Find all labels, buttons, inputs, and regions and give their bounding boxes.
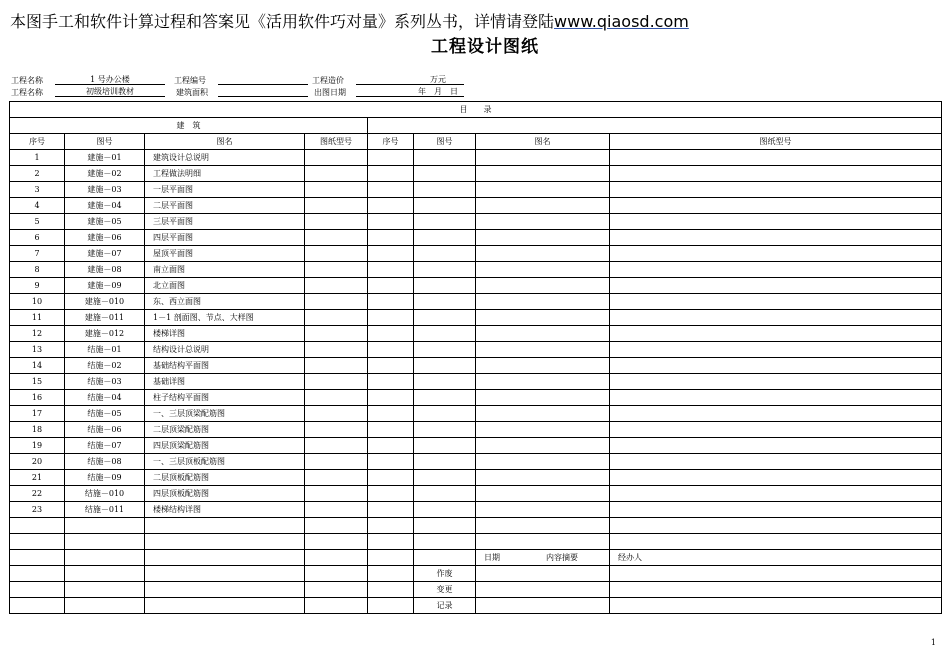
drawing-no-cell: 结施－02	[65, 358, 145, 374]
empty-cell	[610, 566, 942, 582]
empty-cell	[476, 374, 610, 390]
page-number: 1	[930, 638, 936, 647]
empty-cell	[368, 294, 414, 310]
drawing-no-cell: 结施－01	[65, 342, 145, 358]
empty-cell	[414, 438, 476, 454]
table-row	[10, 326, 942, 342]
project-name2-value: 初级培训教材	[55, 86, 165, 97]
empty-cell	[368, 198, 414, 214]
seq-cell: 3	[10, 182, 65, 198]
drawing-no-cell: 建施－08	[65, 262, 145, 278]
table-row	[10, 230, 942, 246]
empty-cell	[305, 438, 368, 454]
empty-cell	[610, 486, 942, 502]
drawing-no-cell: 结施－08	[65, 454, 145, 470]
seq-cell: 19	[10, 438, 65, 454]
drawing-name-cell: 一层平面图	[145, 182, 305, 198]
header-cell: 图纸型号	[610, 134, 942, 150]
seq-cell: 15	[10, 374, 65, 390]
drawing-name-cell: 东、西立面图	[145, 294, 305, 310]
empty-cell	[10, 598, 65, 614]
empty-cell	[305, 150, 368, 166]
empty-cell	[414, 310, 476, 326]
seq-cell: 14	[10, 358, 65, 374]
empty-cell	[305, 262, 368, 278]
header-cell: 序号	[368, 134, 414, 150]
empty-cell	[610, 518, 942, 534]
table-row	[10, 310, 942, 326]
header-banner	[10, 9, 689, 32]
empty-cell	[414, 390, 476, 406]
table-row	[10, 198, 942, 214]
drawing-name-cell: 1－1 剖面图、节点、大样图	[145, 310, 305, 326]
drawing-no-cell: 结施－010	[65, 486, 145, 502]
table-row	[10, 166, 942, 182]
empty-cell	[65, 566, 145, 582]
drawing-no-cell: 结施－05	[65, 406, 145, 422]
table-row	[10, 534, 942, 550]
empty-cell	[305, 470, 368, 486]
empty-cell	[305, 518, 368, 534]
change-log-row	[10, 566, 942, 582]
empty-cell	[368, 182, 414, 198]
header-cell: 图纸型号	[305, 134, 368, 150]
empty-cell	[368, 262, 414, 278]
empty-cell	[414, 198, 476, 214]
table-header-row	[10, 134, 942, 150]
empty-cell	[610, 310, 942, 326]
table-row	[10, 470, 942, 486]
empty-cell	[476, 598, 610, 614]
project-no-value	[218, 74, 308, 85]
change-date-header: 日期	[484, 553, 500, 562]
drawing-name-cell: 二层顶板配筋图	[145, 470, 305, 486]
empty-cell	[368, 438, 414, 454]
empty-cell	[145, 566, 305, 582]
empty-cell	[476, 326, 610, 342]
empty-cell	[145, 598, 305, 614]
empty-cell	[414, 486, 476, 502]
empty-cell	[414, 518, 476, 534]
empty-cell	[610, 502, 942, 518]
building-area-value	[218, 86, 308, 97]
banner-text: 本图手工和软件计算过程和答案见《活用软件巧对量》系列丛书，详情请登陆	[10, 12, 555, 31]
empty-cell	[414, 534, 476, 550]
header-cell: 图名	[476, 134, 610, 150]
drawing-no-cell: 建施－05	[65, 214, 145, 230]
empty-cell	[368, 278, 414, 294]
empty-cell	[10, 534, 65, 550]
empty-cell	[414, 454, 476, 470]
project-name-value: 1 号办公楼	[55, 74, 165, 85]
change-log-row	[10, 582, 942, 598]
empty-cell	[476, 518, 610, 534]
empty-cell	[610, 390, 942, 406]
empty-cell	[145, 550, 305, 566]
table-row	[10, 422, 942, 438]
empty-cell	[476, 230, 610, 246]
empty-cell	[610, 422, 942, 438]
empty-cell	[610, 598, 942, 614]
empty-cell	[368, 582, 414, 598]
drawing-name-cell: 二层平面图	[145, 198, 305, 214]
empty-cell	[414, 294, 476, 310]
empty-cell	[610, 470, 942, 486]
issue-date-text: 年 月 日	[418, 87, 458, 96]
empty-cell	[305, 166, 368, 182]
empty-cell	[414, 150, 476, 166]
drawing-name-cell: 二层顶梁配筋图	[145, 422, 305, 438]
seq-cell: 20	[10, 454, 65, 470]
empty-cell	[368, 566, 414, 582]
change-date-content-header	[476, 550, 610, 566]
table-row	[10, 294, 942, 310]
table-row	[10, 182, 942, 198]
empty-cell	[610, 374, 942, 390]
section-right	[368, 118, 942, 134]
drawing-no-cell: 结施－07	[65, 438, 145, 454]
empty-cell	[368, 358, 414, 374]
project-cost-label: 工程造价	[312, 76, 344, 85]
empty-cell	[65, 534, 145, 550]
empty-cell	[305, 502, 368, 518]
issue-date-value	[356, 86, 464, 97]
seq-cell: 5	[10, 214, 65, 230]
drawing-no-cell: 建施－011	[65, 310, 145, 326]
empty-cell	[368, 534, 414, 550]
table-row	[10, 438, 942, 454]
seq-cell: 18	[10, 422, 65, 438]
empty-cell	[414, 166, 476, 182]
table-row	[10, 502, 942, 518]
drawing-name-cell: 四层顶板配筋图	[145, 486, 305, 502]
drawing-name-cell: 南立面图	[145, 262, 305, 278]
drawing-no-cell: 建施－02	[65, 166, 145, 182]
empty-cell	[305, 342, 368, 358]
empty-cell	[414, 358, 476, 374]
empty-cell	[368, 342, 414, 358]
page-title: 工程设计图纸	[431, 37, 539, 57]
drawing-no-cell: 建施－06	[65, 230, 145, 246]
empty-cell	[414, 278, 476, 294]
drawing-catalog-table	[9, 101, 942, 614]
empty-cell	[610, 182, 942, 198]
empty-cell	[610, 246, 942, 262]
empty-cell	[476, 438, 610, 454]
empty-cell	[476, 294, 610, 310]
empty-cell	[305, 454, 368, 470]
drawing-name-cell: 楼梯结构详图	[145, 502, 305, 518]
seq-cell: 17	[10, 406, 65, 422]
empty-cell	[10, 582, 65, 598]
drawing-name-cell: 四层平面图	[145, 230, 305, 246]
project-cost-value	[356, 74, 464, 85]
empty-cell	[414, 406, 476, 422]
empty-cell	[414, 502, 476, 518]
seq-cell: 6	[10, 230, 65, 246]
empty-cell	[414, 230, 476, 246]
header-cell: 图号	[414, 134, 476, 150]
header-cell: 图名	[145, 134, 305, 150]
seq-cell: 2	[10, 166, 65, 182]
empty-cell	[610, 438, 942, 454]
drawing-name-cell: 建筑设计总说明	[145, 150, 305, 166]
seq-cell: 1	[10, 150, 65, 166]
empty-cell	[476, 182, 610, 198]
empty-cell	[305, 358, 368, 374]
empty-cell	[414, 326, 476, 342]
building-area-label: 建筑面积	[176, 88, 208, 97]
empty-cell	[368, 390, 414, 406]
seq-cell: 9	[10, 278, 65, 294]
table-row	[10, 342, 942, 358]
drawing-name-cell: 一、三层顶板配筋图	[145, 454, 305, 470]
table-row	[10, 454, 942, 470]
section-architecture: 建 筑	[10, 118, 368, 134]
table-row	[10, 390, 942, 406]
drawing-no-cell: 结施－06	[65, 422, 145, 438]
empty-cell	[368, 598, 414, 614]
empty-cell	[368, 230, 414, 246]
empty-cell	[65, 582, 145, 598]
drawing-no-cell: 建施－012	[65, 326, 145, 342]
empty-cell	[476, 246, 610, 262]
empty-cell	[305, 278, 368, 294]
empty-cell	[610, 326, 942, 342]
drawing-name-cell: 三层平面图	[145, 214, 305, 230]
empty-cell	[368, 166, 414, 182]
change-log-header-row	[10, 550, 942, 566]
table-row	[10, 374, 942, 390]
drawing-no-cell: 建施－03	[65, 182, 145, 198]
empty-cell	[305, 550, 368, 566]
drawing-name-cell: 工程做法明细	[145, 166, 305, 182]
empty-cell	[476, 166, 610, 182]
project-name-label: 工程名称	[11, 76, 43, 85]
drawing-name-cell: 柱子结构平面图	[145, 390, 305, 406]
empty-cell	[368, 518, 414, 534]
seq-cell: 11	[10, 310, 65, 326]
empty-cell	[368, 406, 414, 422]
project-no-label: 工程编号	[174, 76, 206, 85]
table-row	[10, 518, 942, 534]
empty-cell	[368, 550, 414, 566]
empty-cell	[610, 358, 942, 374]
empty-cell	[305, 246, 368, 262]
drawing-no-cell: 结施－04	[65, 390, 145, 406]
empty-cell	[414, 374, 476, 390]
empty-cell	[610, 214, 942, 230]
empty-cell	[414, 182, 476, 198]
change-type-cell: 变更	[414, 582, 476, 598]
empty-cell	[10, 518, 65, 534]
seq-cell: 22	[10, 486, 65, 502]
seq-cell: 8	[10, 262, 65, 278]
drawing-name-cell: 北立面图	[145, 278, 305, 294]
empty-cell	[476, 406, 610, 422]
empty-cell	[305, 566, 368, 582]
drawing-no-cell: 结施－011	[65, 502, 145, 518]
seq-cell: 7	[10, 246, 65, 262]
empty-cell	[610, 454, 942, 470]
empty-cell	[368, 246, 414, 262]
empty-cell	[305, 214, 368, 230]
table-row	[10, 214, 942, 230]
empty-cell	[476, 454, 610, 470]
empty-cell	[65, 518, 145, 534]
empty-cell	[368, 422, 414, 438]
table-row	[10, 406, 942, 422]
empty-cell	[305, 326, 368, 342]
empty-cell	[476, 502, 610, 518]
project-name2-label: 工程名称	[11, 88, 43, 97]
empty-cell	[305, 422, 368, 438]
empty-cell	[610, 166, 942, 182]
change-log-row	[10, 598, 942, 614]
drawing-no-cell: 结施－09	[65, 470, 145, 486]
empty-cell	[368, 214, 414, 230]
empty-cell	[305, 390, 368, 406]
empty-cell	[610, 406, 942, 422]
empty-cell	[476, 486, 610, 502]
empty-cell	[414, 262, 476, 278]
empty-cell	[610, 150, 942, 166]
drawing-no-cell: 建施－04	[65, 198, 145, 214]
empty-cell	[145, 582, 305, 598]
empty-cell	[414, 470, 476, 486]
drawing-name-cell: 屋顶平面图	[145, 246, 305, 262]
empty-cell	[476, 358, 610, 374]
drawing-no-cell: 建施－01	[65, 150, 145, 166]
drawing-no-cell: 建施－07	[65, 246, 145, 262]
drawing-name-cell: 基础详图	[145, 374, 305, 390]
seq-cell: 13	[10, 342, 65, 358]
seq-cell: 10	[10, 294, 65, 310]
issue-date-label: 出图日期	[314, 88, 346, 97]
change-type-cell: 作废	[414, 566, 476, 582]
empty-cell	[368, 326, 414, 342]
empty-cell	[476, 278, 610, 294]
drawing-name-cell: 结构设计总说明	[145, 342, 305, 358]
empty-cell	[476, 198, 610, 214]
empty-cell	[368, 502, 414, 518]
empty-cell	[368, 470, 414, 486]
cost-unit: 万元	[430, 75, 446, 84]
empty-cell	[610, 582, 942, 598]
empty-cell	[305, 534, 368, 550]
table-row	[10, 262, 942, 278]
empty-cell	[414, 214, 476, 230]
banner-link[interactable]: www.qiaosd.com	[554, 12, 689, 31]
empty-cell	[305, 374, 368, 390]
seq-cell: 12	[10, 326, 65, 342]
seq-cell: 16	[10, 390, 65, 406]
empty-cell	[476, 470, 610, 486]
empty-cell	[305, 406, 368, 422]
drawing-name-cell: 一、三层顶梁配筋图	[145, 406, 305, 422]
empty-cell	[610, 294, 942, 310]
empty-cell	[145, 518, 305, 534]
drawing-no-cell: 建施－09	[65, 278, 145, 294]
empty-cell	[305, 598, 368, 614]
empty-cell	[476, 150, 610, 166]
empty-cell	[305, 486, 368, 502]
table-row	[10, 246, 942, 262]
empty-cell	[368, 150, 414, 166]
empty-cell	[368, 374, 414, 390]
empty-cell	[476, 582, 610, 598]
seq-cell: 23	[10, 502, 65, 518]
empty-cell	[476, 566, 610, 582]
empty-cell	[305, 294, 368, 310]
empty-cell	[414, 246, 476, 262]
empty-cell	[305, 582, 368, 598]
empty-cell	[476, 310, 610, 326]
empty-cell	[368, 486, 414, 502]
drawing-no-cell: 建施－010	[65, 294, 145, 310]
change-content-header: 内容摘要	[546, 553, 578, 562]
drawing-name-cell: 楼梯详图	[145, 326, 305, 342]
empty-cell	[65, 598, 145, 614]
catalog-title: 目 录	[10, 102, 942, 118]
empty-cell	[610, 534, 942, 550]
empty-cell	[10, 566, 65, 582]
empty-cell	[610, 342, 942, 358]
empty-cell	[476, 214, 610, 230]
empty-cell	[414, 342, 476, 358]
empty-cell	[476, 422, 610, 438]
table-row	[10, 278, 942, 294]
empty-cell	[414, 550, 476, 566]
empty-cell	[476, 342, 610, 358]
empty-cell	[610, 198, 942, 214]
header-cell: 图号	[65, 134, 145, 150]
seq-cell: 4	[10, 198, 65, 214]
table-row	[10, 486, 942, 502]
empty-cell	[305, 182, 368, 198]
header-cell: 序号	[10, 134, 65, 150]
empty-cell	[414, 422, 476, 438]
seq-cell: 21	[10, 470, 65, 486]
empty-cell	[476, 534, 610, 550]
empty-cell	[610, 230, 942, 246]
empty-cell	[476, 390, 610, 406]
empty-cell	[305, 230, 368, 246]
change-handler-header: 经办人	[610, 550, 942, 566]
empty-cell	[476, 262, 610, 278]
change-type-cell: 记录	[414, 598, 476, 614]
empty-cell	[368, 310, 414, 326]
empty-cell	[145, 534, 305, 550]
empty-cell	[10, 550, 65, 566]
drawing-no-cell: 结施－03	[65, 374, 145, 390]
drawing-name-cell: 基础结构平面图	[145, 358, 305, 374]
table-row	[10, 150, 942, 166]
table-row	[10, 358, 942, 374]
drawing-name-cell: 四层顶梁配筋图	[145, 438, 305, 454]
empty-cell	[305, 310, 368, 326]
empty-cell	[368, 454, 414, 470]
empty-cell	[610, 262, 942, 278]
empty-cell	[610, 278, 942, 294]
empty-cell	[65, 550, 145, 566]
empty-cell	[305, 198, 368, 214]
